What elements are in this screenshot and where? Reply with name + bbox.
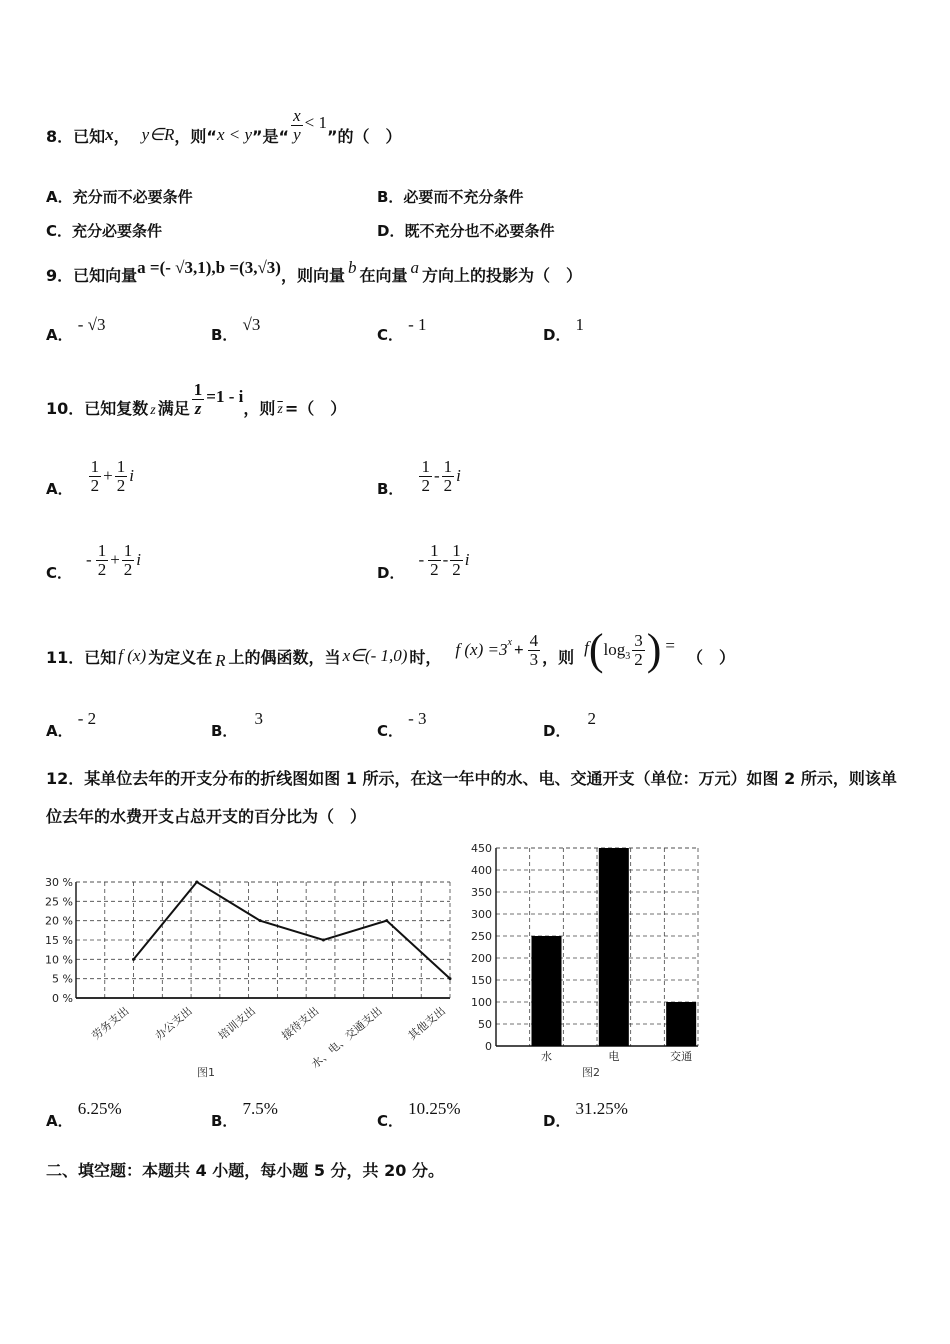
q10-option-b[interactable]: [377, 457, 461, 498]
q11-set-r: R: [215, 651, 226, 670]
q9-option-c[interactable]: [377, 314, 427, 344]
q11-text-4: 时，: [409, 647, 442, 667]
q10-d-frac1-num: 1: [430, 541, 439, 560]
q12-option-c-label: C．: [377, 1112, 404, 1130]
q10-a-frac1-den: 2: [90, 475, 100, 495]
q10-b-frac1: [419, 458, 432, 495]
q11-equals: =: [665, 636, 676, 655]
q10-number: 10．: [46, 398, 85, 418]
q12-stem-line1: 12．某单位去年的开支分布的折线图如图 1 所示，在这一年中的水、电、交通开支（单位：万元）如图 2 所示，则该单: [46, 769, 897, 788]
q12-option-b-label: B．: [211, 1112, 238, 1130]
line-chart-ytick-label: 10 %: [45, 953, 73, 967]
line-chart-point: [132, 958, 135, 961]
q10-text-1: 已知复数: [84, 398, 149, 418]
bar-chart-caption: 图2: [582, 1066, 600, 1079]
section-heading-fill-in: 二、填空题：本题共 4 小题，每小题 5 分，共 20 分。: [46, 1161, 444, 1180]
q11-option-b[interactable]: [211, 708, 264, 740]
q11-text-1: 已知: [84, 647, 117, 667]
line-chart-series-line: [134, 882, 450, 979]
q10-var-z: z: [150, 403, 156, 418]
q10-stem: [46, 372, 346, 442]
q10-c-i: i: [136, 550, 142, 570]
q11-log: log: [603, 640, 626, 659]
q11-option-b-label: B．: [211, 722, 238, 740]
q9-option-a[interactable]: [46, 314, 106, 344]
q9-text-3: 在向量: [359, 265, 408, 285]
q9-stem: [46, 256, 582, 292]
line-chart-point: [259, 919, 262, 922]
q8-text-3: ”是“: [252, 126, 290, 146]
q8-fraction: [291, 107, 303, 144]
q10-c-op: +: [110, 550, 120, 570]
q12-option-c-value: 10.25%: [408, 1099, 461, 1118]
q9-option-c-label: C．: [377, 326, 404, 344]
q8-stem: [46, 100, 401, 170]
q8-option-d[interactable]: D．既不充分也不必要条件: [377, 222, 555, 240]
q10-a-frac1-num: 1: [90, 457, 100, 476]
line-chart-point: [449, 977, 452, 980]
q9-option-a-value: - √3: [77, 315, 106, 334]
q12-option-b[interactable]: [211, 1098, 278, 1130]
q8-frac-den: y: [293, 124, 301, 144]
bar-chart-ytick-label: 150: [471, 974, 492, 987]
bar-chart-bar: [532, 936, 562, 1046]
q11-option-c[interactable]: [377, 708, 427, 740]
q10-b-i: i: [456, 466, 461, 486]
line-chart-ytick-label: 30 %: [45, 876, 73, 889]
q9-option-b-label: B．: [211, 326, 238, 344]
line-chart-category-label: 水、电、交通支出: [308, 1004, 385, 1071]
q11-superscript-x: x: [507, 636, 512, 648]
q10-text-4: =（ ）: [284, 398, 347, 418]
bar-chart-category-label: 交通: [670, 1050, 693, 1063]
bar-chart-ytick-label: 400: [471, 864, 492, 877]
bar-chart-ytick-label: 450: [471, 842, 492, 855]
q11-log-fraction: [632, 632, 645, 669]
q8-option-b[interactable]: B．必要而不充分条件: [377, 188, 524, 206]
bar-chart-ytick-label: 250: [471, 930, 492, 943]
q9-var-a: a: [410, 258, 419, 277]
q11-log-frac-den: 2: [634, 649, 643, 669]
q10-a-i: i: [129, 466, 134, 486]
q10-a-frac2: [115, 458, 128, 495]
q10-d-op: -: [442, 550, 449, 570]
q10-b-frac2-den: 2: [443, 475, 453, 495]
q12-option-a-label: A．: [46, 1112, 73, 1130]
line-chart-category-label: 培训支出: [215, 1004, 259, 1043]
line-chart-point: [195, 881, 198, 884]
q10-d-sign: -: [418, 550, 425, 570]
q11-option-b-value: 3: [254, 709, 264, 728]
q11-f: f: [584, 638, 589, 657]
q8-option-c[interactable]: C．充分必要条件: [46, 222, 163, 240]
line-chart-ytick-label: 20 %: [45, 914, 73, 928]
q12-option-d-label: D．: [543, 1112, 571, 1130]
q9-var-b: b: [347, 258, 357, 277]
q9-option-d-label: D．: [543, 326, 571, 344]
q8-y-in-r: y∈R: [141, 125, 175, 144]
q10-c-frac1-den: 2: [97, 559, 107, 579]
line-chart-point: [385, 919, 388, 922]
q12-option-a-value: 6.25%: [77, 1099, 122, 1118]
q11-text-6: （ ）: [687, 647, 736, 667]
q11-option-c-label: C．: [377, 722, 404, 740]
q11-text-2: 为定义在: [148, 647, 213, 667]
q10-a-frac1: [89, 458, 102, 495]
q8-text-2: ，则“: [174, 126, 217, 146]
q8-frac-num: x: [293, 105, 301, 125]
q12-option-b-value: 7.5%: [242, 1099, 278, 1118]
q10-option-c-label: C．: [46, 563, 73, 582]
q10-c-frac2: [122, 542, 135, 579]
q10-a-frac2-den: 2: [116, 475, 126, 495]
q10-option-c[interactable]: [46, 541, 142, 582]
bar-chart-ytick-label: 300: [471, 908, 492, 921]
q8-lt-one: < 1: [304, 113, 327, 132]
q11-plus: +: [513, 640, 524, 659]
line-chart-figure1: [40, 868, 460, 1083]
q11-definition: f (x) =3: [455, 640, 508, 659]
q11-option-a[interactable]: [46, 708, 97, 740]
line-chart-ytick-label: 0 %: [52, 992, 73, 1005]
q10-option-d[interactable]: [377, 541, 470, 582]
q11-left-paren: (: [588, 625, 604, 674]
q10-frac-den: z: [194, 398, 202, 418]
q11-text-5: ，则: [542, 647, 575, 667]
q10-text-3: ，则: [243, 398, 276, 418]
q10-d-frac1-den: 2: [430, 559, 439, 579]
q11-right-paren: ): [646, 625, 662, 674]
q9-vectors: a =(- √3,1),b =(3,√3): [137, 258, 281, 277]
q11-log-base: 3: [625, 650, 631, 662]
line-chart-point: [322, 939, 325, 942]
bar-chart-category-label: 电: [608, 1050, 620, 1063]
q10-b-frac2-num: 1: [443, 457, 453, 476]
line-chart-plot: [45, 876, 451, 1079]
q10-d-frac2: [450, 542, 463, 579]
bar-chart-figure2: [466, 840, 706, 1080]
q10-b-frac2: [442, 458, 455, 495]
q10-option-a[interactable]: [46, 457, 134, 498]
line-chart-ytick-label: 25 %: [45, 895, 73, 909]
q11-option-d-value: 2: [587, 709, 597, 728]
q8-var-x: x: [105, 125, 114, 144]
q10-d-i: i: [464, 550, 470, 570]
q12-stem-line2: 位去年的水费开支占总开支的百分比为（ ）: [46, 807, 367, 826]
q8-comma: ，: [113, 126, 130, 146]
q11-option-d[interactable]: [543, 708, 597, 740]
q8-text-1: 已知: [73, 126, 106, 146]
bar-chart-category-label: 水: [541, 1050, 552, 1063]
q9-option-c-value: - 1: [408, 315, 427, 334]
q8-option-a[interactable]: A．充分而不必要条件: [46, 188, 193, 206]
line-chart-category-label: 劳务支出: [89, 1004, 132, 1043]
q10-d-frac2-num: 1: [452, 541, 461, 560]
q10-b-frac1-num: 1: [421, 457, 430, 476]
q11-frac-den: 3: [529, 649, 539, 669]
bar-chart-ytick-label: 350: [471, 886, 492, 899]
line-chart-category-label: 接待支出: [279, 1004, 322, 1043]
line-chart-category-label: 其他支出: [405, 1004, 448, 1043]
q11-domain: x∈(- 1,0): [342, 646, 408, 665]
q12-option-a[interactable]: [46, 1098, 122, 1130]
bar-chart-ytick-label: 200: [471, 952, 492, 965]
q9-text-4: 方向上的投影为（ ）: [421, 265, 582, 285]
bar-chart-ytick-label: 50: [478, 1018, 492, 1031]
q11-fx: f (x): [118, 646, 147, 665]
q11-text-3: 上的偶函数，当: [228, 647, 341, 667]
q9-option-d-value: 1: [575, 315, 585, 334]
q10-fraction: [192, 381, 205, 418]
q10-frac-num: 1: [193, 379, 203, 399]
q11-stem: [46, 624, 735, 688]
q9-option-b-value: √3: [242, 315, 261, 334]
q10-b-frac1-den: 2: [421, 475, 430, 495]
q9-option-a-label: A．: [46, 326, 73, 344]
q10-c-frac2-num: 1: [123, 541, 133, 560]
q10-d-frac2-den: 2: [452, 559, 461, 579]
q10-c-frac1-num: 1: [97, 541, 107, 560]
q10-a-op: +: [103, 466, 113, 486]
q10-c-sign: -: [86, 550, 92, 570]
q10-a-frac2-num: 1: [116, 457, 126, 476]
q12-option-c[interactable]: [377, 1098, 461, 1130]
bar-chart-bar: [599, 848, 629, 1046]
q12-option-d[interactable]: [543, 1098, 628, 1130]
q10-option-d-label: D．: [377, 563, 405, 582]
q11-fraction: [528, 632, 541, 669]
line-chart-ytick-label: 5 %: [52, 972, 73, 986]
q10-option-b-label: B．: [377, 479, 404, 498]
line-chart-caption: 图1: [197, 1066, 215, 1079]
q10-d-frac1: [428, 542, 441, 579]
bar-chart-ytick-label: 100: [471, 996, 492, 1009]
bar-chart-ytick-label: 0: [485, 1040, 492, 1053]
q8-text-4: ”的（ ）: [326, 126, 402, 146]
q11-number: 11．: [46, 647, 85, 667]
q9-text-2: ，则向量: [280, 265, 345, 285]
q10-option-a-label: A．: [46, 479, 73, 498]
q11-log-frac-num: 3: [634, 630, 643, 650]
bar-chart-plot: [471, 842, 698, 1079]
q11-option-a-value: - 2: [77, 709, 97, 728]
q10-z-conjugate: $\overline{z}$: [277, 402, 283, 417]
q9-text-1: 已知向量: [73, 265, 138, 285]
q9-option-d[interactable]: [543, 314, 585, 344]
line-chart-category-label: 办公支出: [152, 1004, 195, 1043]
q10-c-frac2-den: 2: [123, 559, 133, 579]
line-chart-ytick-label: 15 %: [45, 934, 73, 947]
q8-x-lt-y: x < y: [216, 125, 253, 144]
q8-number: 8．: [46, 126, 74, 146]
q9-number: 9．: [46, 265, 74, 285]
q10-b-op: -: [433, 466, 440, 486]
q11-option-c-value: - 3: [408, 709, 427, 728]
q10-c-frac1: [96, 542, 109, 579]
q10-rhs: =1 - i: [206, 387, 244, 406]
q12-option-d-value: 31.25%: [575, 1099, 628, 1118]
q10-text-2: 满足: [157, 398, 190, 418]
q9-option-b[interactable]: [211, 314, 261, 344]
q11-option-d-label: D．: [543, 722, 571, 740]
bar-chart-bar: [666, 1002, 696, 1046]
q11-option-a-label: A．: [46, 722, 73, 740]
q11-frac-num: 4: [529, 630, 539, 650]
